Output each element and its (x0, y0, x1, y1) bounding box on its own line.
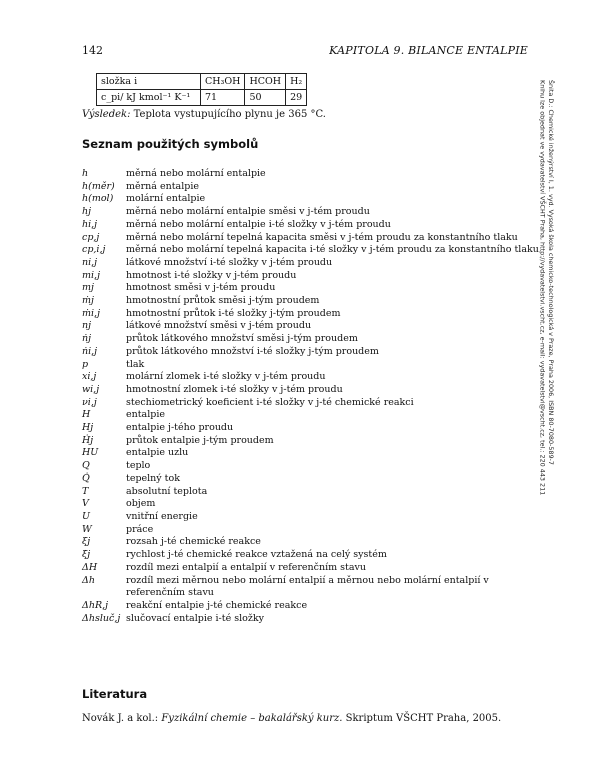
symbol: H (82, 409, 91, 421)
literature-reference (82, 713, 501, 724)
table-cell: CH₃OH (201, 74, 245, 90)
symbol-row (82, 536, 542, 549)
table-row (97, 90, 307, 106)
symbol: h(mol) (82, 193, 114, 205)
symbol-row (82, 613, 542, 626)
symbol-description: měrná nebo molární tepelná kapacita směsi v j-tém proudu za konstantního tlaku (126, 231, 518, 243)
symbol-row (82, 397, 542, 410)
symbol: mj (82, 282, 94, 294)
symbol-description: rozdíl mezi měrnou nebo molární entalpií a měrnou nebo molární entalpií v referenčním stavu (126, 574, 489, 599)
symbol: U (82, 510, 91, 522)
symbol: Ḣj (82, 434, 94, 446)
symbol-description: hmotnostní zlomek i-té složky v j-tém proudu (126, 383, 343, 395)
symbol-row (82, 435, 542, 448)
symbol-description: entalpie j-tého proudu (126, 422, 234, 434)
symbol-row (82, 232, 542, 245)
symbol-description: hmotnostní průtok směsi j-tým proudem (126, 295, 320, 307)
symbol-row (82, 600, 542, 613)
symbol-row (82, 244, 542, 257)
symbol-row (82, 346, 542, 359)
symbol-row (82, 447, 542, 460)
symbol-description: vnitřní energie (126, 510, 198, 522)
symbol-list (82, 168, 542, 625)
symbol: Q (82, 460, 90, 472)
table-cell: HCOH (245, 74, 286, 90)
result-line (82, 109, 326, 120)
literature-heading: Literatura (82, 687, 148, 701)
symbol-description: tlak (126, 358, 145, 370)
symbol-row (82, 498, 542, 511)
symbol-row (82, 524, 542, 537)
symbol-description: entalpie uzlu (126, 447, 189, 459)
symbol-row (82, 473, 542, 486)
result-label: Výsledek: (82, 109, 131, 120)
symbol-description: objem (126, 498, 156, 510)
reference-title: Fyzikální chemie – bakalářský kurz. (161, 713, 343, 724)
symbol-row (82, 282, 542, 295)
symbol-row (82, 371, 542, 384)
symbol: T (82, 485, 89, 497)
symbol: ni,j (82, 256, 98, 268)
symbol-description: stechiometrický koeficient i-té složky v j-té chemické reakci (126, 396, 414, 408)
symbol-row (82, 219, 542, 232)
symbol-description: rychlost j-té chemické reakce vztažená na celý systém (126, 549, 387, 561)
symbol-description: entalpie (126, 409, 166, 421)
symbol-row (82, 333, 542, 346)
symbol-description: hmotnostní průtok i-té složky j-tým proudem (126, 307, 341, 319)
symbol-row (82, 295, 542, 308)
symbol-row (82, 549, 542, 562)
symbol-row (82, 422, 542, 435)
symbol: Δh (82, 574, 95, 586)
symbol-description: měrná nebo molární tepelná kapacita i-té složky v j-tém proudu za konstantního tlaku (126, 244, 539, 256)
symbol: ξ̇j (82, 549, 91, 561)
symbols-heading: Seznam použitých symbolů (82, 137, 259, 151)
symbol: νi,j (82, 396, 97, 408)
symbol: wi,j (82, 383, 100, 395)
symbol-description: průtok látkového množství i-té složky j-tým proudem (126, 345, 379, 357)
symbol-description: absolutní teplota (126, 485, 208, 497)
symbol-row (82, 562, 542, 575)
table-cell: 71 (201, 90, 245, 106)
symbol: cp,i,j (82, 244, 106, 256)
symbol-description: práce (126, 523, 154, 535)
reference-publisher: Skriptum VŠCHT Praha, 2005. (342, 713, 502, 724)
table-cell: 29 (286, 90, 307, 106)
symbol-row (82, 511, 542, 524)
table-cell: složka i (97, 74, 201, 90)
symbol: ṁi,j (82, 307, 101, 319)
symbol: Q̇ (82, 472, 90, 484)
symbol-row (82, 308, 542, 321)
symbol-row (82, 181, 542, 194)
symbol-row (82, 409, 542, 422)
symbol: xi,j (82, 371, 97, 383)
symbol-description: molární entalpie (126, 193, 206, 205)
symbol: hi,j (82, 218, 98, 230)
symbol: h(měr) (82, 180, 115, 192)
symbol-description: molární zlomek i-té složky v j-tém proudu (126, 371, 326, 383)
table-cell: c_pi/ kJ kmol⁻¹ K⁻¹ (97, 90, 201, 106)
symbol: Hj (82, 422, 94, 434)
symbol-description: rozdíl mezi entalpií a entalpií v referenčním stavu (126, 561, 367, 573)
symbol-description: měrná nebo molární entalpie (126, 168, 266, 179)
symbol-description: hmotnost směsi v j-tém proudu (126, 282, 276, 294)
sidebar-note (538, 80, 558, 520)
symbol: h (82, 168, 89, 179)
symbol-description: měrná entalpie (126, 180, 199, 192)
symbol-row (82, 575, 542, 600)
symbol: nj (82, 320, 92, 332)
symbol: V (82, 498, 89, 510)
symbol-row (82, 384, 542, 397)
symbol-row (82, 359, 542, 372)
symbol-description: hmotnost i-té složky v j-tém proudu (126, 269, 297, 281)
symbol-description: slučovací entalpie i-té složky (126, 612, 264, 624)
result-text: Teplota vystupujícího plynu je 365 °C. (130, 109, 326, 120)
symbol-description: tepelný tok (126, 472, 180, 484)
symbol: ṅj (82, 333, 92, 345)
reference-authors: Novák J. a kol.: (82, 713, 162, 724)
symbol-description: látkové množství i-té složky v j-tém proudu (126, 256, 333, 268)
symbol-description: rozsah j-té chemické reakce (126, 536, 261, 548)
symbol: Δhsluč,j (82, 612, 121, 624)
symbol-description: měrná nebo molární entalpie i-té složky v j-tém proudu (126, 218, 391, 230)
symbol-description: teplo (126, 460, 151, 472)
symbol: cp,j (82, 231, 100, 243)
symbol-description: látkové množství směsi v j-tém proudu (126, 320, 312, 332)
chapter-title: KAPITOLA 9. BILANCE ENTALPIE (329, 44, 528, 57)
symbol-description: průtok entalpie j-tým proudem (126, 434, 274, 446)
symbol: hj (82, 206, 92, 218)
heat-capacity-table (96, 73, 307, 106)
symbol: p (82, 358, 89, 370)
symbol-description: reakční entalpie j-té chemické reakce (126, 599, 308, 611)
sidebar-note-text: Šnita D.: Chemické inženýrství I, 1. vyd. Vysoká škola chemicko-technologická v Praze, Praha 2006, ISBN 80-7080-589-7 Knihu lze objednat ve vydavatelství VŠCHT Praha, http://vydavatelstvi.vscht.cz, e-mail: vydavatelstvi@vscht.cz, tel.: 220 443 211 (538, 80, 555, 496)
symbol-row (82, 460, 542, 473)
symbol-description: průtok látkového množství směsi j-tým proudem (126, 333, 358, 345)
symbol-row (82, 206, 542, 219)
symbol: HU (82, 447, 99, 459)
symbol: mi,j (82, 269, 101, 281)
symbol-row (82, 486, 542, 499)
symbol-row (82, 168, 542, 181)
table-cell: 50 (245, 90, 286, 106)
symbol-description: měrná nebo molární entalpie směsi v j-tém proudu (126, 206, 370, 218)
symbol-row (82, 257, 542, 270)
symbol-row (82, 270, 542, 283)
symbol: ΔhR,j (82, 599, 109, 611)
table-row (97, 74, 307, 90)
page-number: 142 (82, 44, 103, 57)
symbol: ṅi,j (82, 345, 98, 357)
table-cell: H₂ (286, 74, 307, 90)
symbol-row (82, 320, 542, 333)
symbol: ṁj (82, 295, 94, 307)
symbol: W (82, 523, 92, 535)
symbol: ξj (82, 536, 91, 548)
symbol-row (82, 193, 542, 206)
symbol: ΔH (82, 561, 98, 573)
